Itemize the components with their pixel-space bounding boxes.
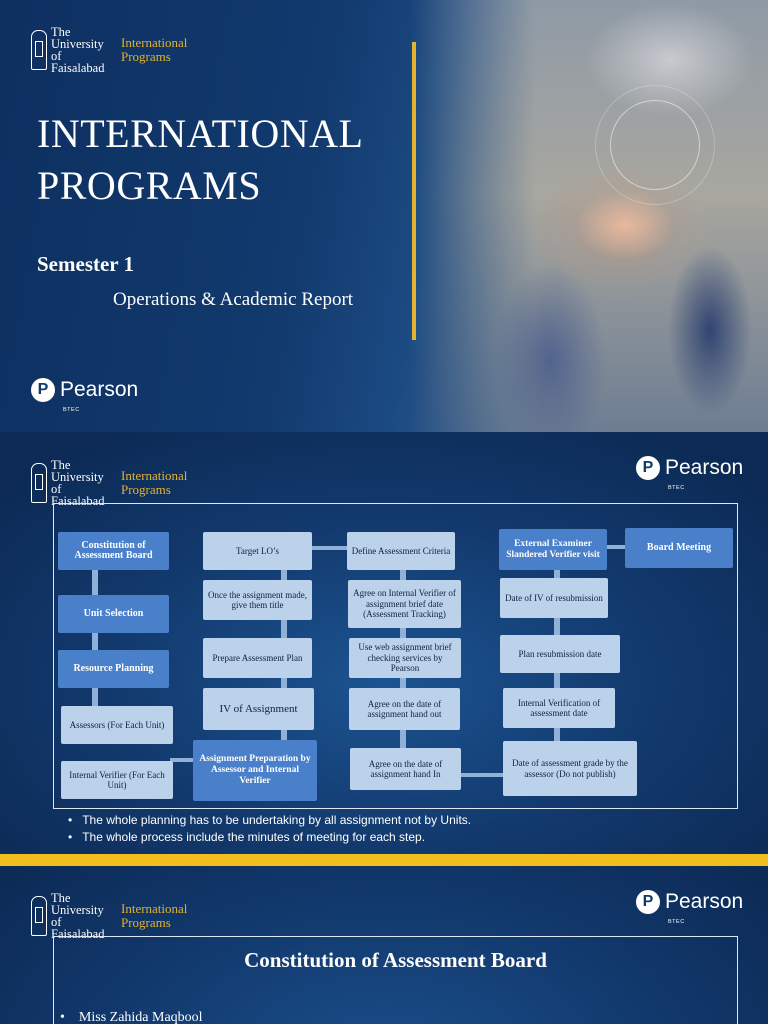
semester-label: Semester 1 [37, 252, 134, 276]
pearson-logo: P Pearson BTEC [31, 378, 138, 402]
flow-step-web-brief-check: Use web assignment brief checking services by Pearson [349, 638, 461, 678]
flow-step-plan-resubmission: Plan resubmission date [500, 635, 620, 673]
flow-step-board-meeting: Board Meeting [625, 528, 733, 568]
flow-step-assignment-title: Once the assignment made, give them title [203, 580, 312, 620]
flow-step-constitution: Constitution of Assessment Board [58, 532, 169, 570]
list-item: • The whole process include the minutes of meeting for each step. [68, 829, 471, 846]
university-name: The University of Faisalabad [51, 25, 105, 75]
flow-step-internal-verifier: Internal Verifier (For Each Unit) [61, 761, 173, 799]
list-item: • Miss Zahida Maqbool [60, 1010, 203, 1024]
flow-step-hand-out-date: Agree on the date of assignment hand out [349, 688, 460, 730]
pearson-p-icon: P [31, 378, 55, 402]
board-title: Constitution of Assessment Board [244, 948, 547, 972]
board-slide [0, 866, 768, 1024]
globe-ring-icon [610, 100, 700, 190]
pearson-p-icon: P [636, 456, 660, 480]
flow-step-iv-resubmission: Date of IV of resubmission [500, 578, 608, 618]
flow-step-assessment-grade: Date of assessment grade by the assessor (Do not publish) [503, 741, 637, 796]
university-name: The University of Faisalabad [51, 458, 105, 508]
flow-step-define-criteria: Define Assessment Criteria [347, 532, 455, 570]
flow-step-iv-brief-date: Agree on Internal Verifier of assignment brief date (Assessment Tracking) [348, 580, 461, 628]
flow-step-unit-selection: Unit Selection [58, 595, 169, 633]
university-logo [31, 459, 187, 507]
list-item: • The whole planning has to be undertaking by all assignment not by Units. [68, 812, 471, 829]
process-slide [0, 432, 768, 854]
university-crest-icon [31, 463, 47, 503]
flow-step-assignment-preparation: Assignment Preparation by Assessor and Internal Verifier [193, 740, 317, 801]
university-crest-icon [31, 896, 47, 936]
program-name: International Programs [121, 35, 188, 64]
report-subtitle: Operations & Academic Report [113, 289, 354, 310]
title-slide [0, 0, 768, 432]
teamwork-hands-photo [410, 0, 768, 432]
gold-divider [412, 42, 416, 340]
flow-step-iv-assessment-date: Internal Verification of assessment date [503, 688, 615, 728]
university-crest-icon [31, 30, 47, 70]
university-logo [31, 892, 187, 940]
flow-step-assessment-plan: Prepare Assessment Plan [203, 638, 312, 678]
flow-step-iv-assignment: IV of Assignment [203, 688, 314, 730]
university-logo [31, 26, 187, 74]
flow-step-resource-planning: Resource Planning [58, 650, 169, 688]
pearson-logo: P Pearson BTEC [636, 456, 743, 480]
page-title: INTERNATIONAL PROGRAMS [37, 111, 364, 208]
pearson-p-icon: P [636, 890, 660, 914]
flow-step-external-examiner: External Examiner Slandered Verifier visit [499, 529, 607, 570]
gold-separator [0, 854, 768, 866]
notes-list [68, 812, 471, 846]
flow-step-assessors: Assessors (For Each Unit) [61, 706, 173, 744]
program-name: International Programs [121, 901, 188, 930]
university-name: The University of Faisalabad [51, 891, 105, 941]
program-name: International Programs [121, 468, 188, 497]
flow-step-target-los: Target LO’s [203, 532, 312, 570]
flow-step-hand-in-date: Agree on the date of assignment hand In [350, 748, 461, 790]
pearson-logo: P Pearson BTEC [636, 890, 743, 914]
